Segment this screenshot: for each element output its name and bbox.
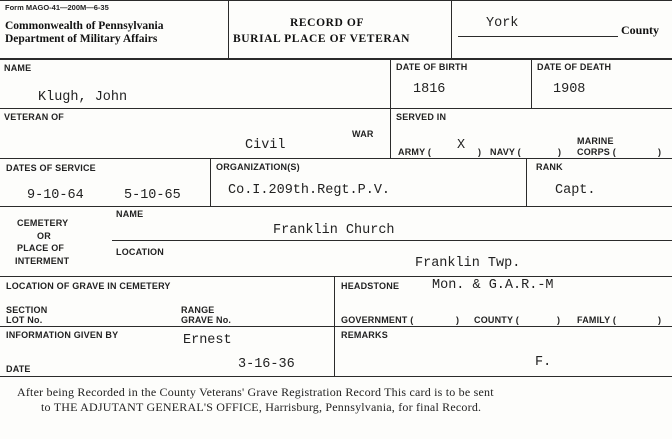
rule-cemetery-mid — [112, 240, 672, 241]
name-label: NAME — [4, 63, 32, 73]
rule-dates-div — [210, 158, 211, 206]
date-of-birth-value: 1816 — [413, 82, 446, 97]
rule-row-5 — [0, 326, 672, 327]
cemetery-location-label: LOCATION — [116, 247, 164, 257]
served-in-label: SERVED IN — [396, 112, 447, 122]
army-close: ) — [478, 147, 482, 157]
service-end-value: 5-10-65 — [124, 188, 181, 203]
rule-row-3 — [0, 206, 672, 207]
issuer-line-2: Department of Military Affairs — [5, 33, 158, 45]
headstone-value: Mon. & G.A.R.-M — [432, 278, 554, 293]
information-given-by-label: INFORMATION GIVEN BY — [6, 330, 119, 340]
issuer-line-1: Commonwealth of Pennsylvania — [5, 20, 164, 32]
name-value: Klugh, John — [38, 90, 128, 105]
government-label: GOVERNMENT ( — [341, 315, 414, 325]
remarks-value: F. — [535, 355, 552, 370]
record-title-line-1: RECORD OF — [290, 17, 365, 29]
range-label: RANGE — [181, 305, 215, 315]
war-label: WAR — [352, 129, 374, 139]
rule-row-4 — [0, 276, 672, 277]
army-label: ARMY ( — [398, 147, 432, 157]
rule-row-6 — [0, 376, 672, 377]
rule-top — [0, 0, 672, 1]
rule-name-div — [390, 58, 391, 158]
lot-label: LOT No. — [6, 315, 43, 325]
information-given-by-value: Ernest — [183, 333, 232, 348]
marine-close: ) — [658, 147, 662, 157]
cemetery-name-value: Franklin Church — [273, 223, 395, 238]
service-start-value: 9-10-64 — [27, 188, 84, 203]
grave-location-label: LOCATION OF GRAVE IN CEMETERY — [6, 281, 171, 291]
army-mark: X — [457, 138, 466, 153]
footer-instruction-line-2: to THE ADJUTANT GENERAL'S OFFICE, Harrisburg, Pennsylvania, for final Record. — [41, 400, 482, 414]
organization-value: Co.I.209th.Regt.P.V. — [228, 183, 391, 198]
rule-row-2 — [0, 158, 672, 159]
government-close: ) — [456, 315, 460, 325]
rank-value: Capt. — [555, 183, 596, 198]
veteran-of-label: VETERAN OF — [4, 112, 65, 122]
rule-org-div — [526, 158, 527, 206]
rule-header-div-2 — [451, 0, 452, 58]
navy-label: NAVY ( — [490, 147, 521, 157]
veteran-of-value: Civil — [245, 138, 286, 153]
date-label: DATE — [6, 364, 31, 374]
date-of-birth-label: DATE OF BIRTH — [396, 62, 468, 72]
cemetery-label-1: CEMETERY — [17, 218, 69, 228]
county-option-label: COUNTY ( — [474, 315, 519, 325]
remarks-label: REMARKS — [341, 330, 388, 340]
date-of-death-value: 1908 — [553, 82, 586, 97]
rule-birth-div — [531, 58, 532, 108]
marine-label: MARINE — [577, 136, 614, 146]
cemetery-name-label: NAME — [116, 209, 144, 219]
record-title-line-2: BURIAL PLACE OF VETERAN — [233, 33, 411, 45]
county-option-close: ) — [557, 315, 561, 325]
form-number: Form MAGO-41—200M—6-35 — [5, 3, 109, 12]
rule-row-1 — [0, 108, 672, 109]
footer-instruction-line-1: After being Recorded in the County Veterans' Grave Registration Record This card is to be sent — [17, 385, 494, 399]
section-label: SECTION — [6, 305, 48, 315]
cemetery-label-4: INTERMENT — [15, 256, 70, 266]
cemetery-location-value: Franklin Twp. — [415, 256, 521, 271]
headstone-label: HEADSTONE — [341, 281, 400, 291]
rule-county-underline — [458, 36, 618, 37]
date-of-death-label: DATE OF DEATH — [537, 62, 612, 72]
rule-header-bottom — [0, 58, 672, 60]
date-value: 3-16-36 — [238, 357, 295, 372]
county-label: County — [621, 23, 660, 37]
dates-of-service-label: DATES OF SERVICE — [6, 163, 96, 173]
navy-close: ) — [558, 147, 562, 157]
grave-label: GRAVE No. — [181, 315, 232, 325]
family-label: FAMILY ( — [577, 315, 617, 325]
cemetery-label-2: OR — [37, 231, 51, 241]
rank-label: RANK — [536, 162, 563, 172]
cemetery-label-3: PLACE OF — [17, 243, 65, 253]
marine-corps-label: CORPS ( — [577, 147, 616, 157]
organization-label: ORGANIZATION(S) — [216, 162, 300, 172]
rule-header-div-1 — [228, 0, 229, 58]
county-value: York — [486, 16, 519, 31]
family-close: ) — [658, 315, 662, 325]
